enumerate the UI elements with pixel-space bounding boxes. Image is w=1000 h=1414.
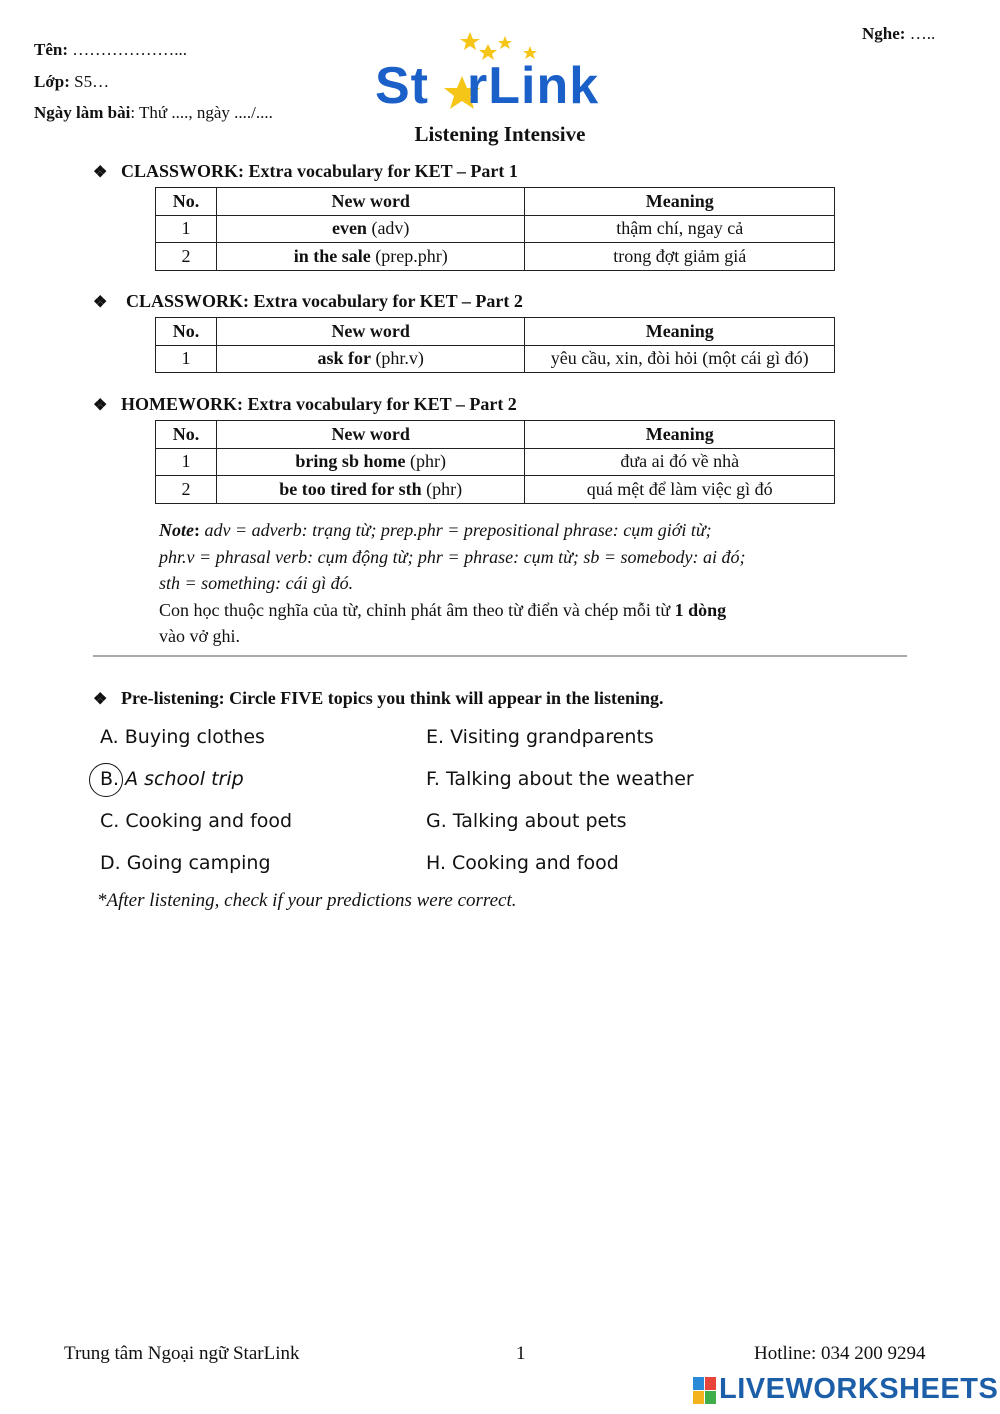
- cell-meaning: quá mệt để làm việc gì đó: [525, 476, 835, 504]
- cell-meaning: thậm chí, ngay cả: [525, 215, 835, 243]
- listening-score-value[interactable]: …..: [905, 24, 936, 43]
- diamond-bullet-icon: ❖: [93, 294, 108, 311]
- note-line: [159, 570, 839, 597]
- name-field: [34, 40, 187, 60]
- instruction-emphasis: 1 dòng: [674, 599, 727, 620]
- section-heading-homework: [93, 394, 517, 415]
- vocabulary-note: [159, 517, 839, 650]
- page-title: Listening Intensive: [414, 122, 586, 146]
- column-header-meaning: Meaning: [525, 421, 835, 449]
- date-label: Ngày làm bài: [34, 103, 131, 122]
- cell-meaning: yêu cầu, xin, đòi hỏi (một cái gì đó): [525, 345, 835, 373]
- word: be too tired for sth: [279, 478, 422, 499]
- option-text: Going camping: [120, 852, 271, 874]
- word: even: [331, 218, 367, 239]
- cell-no: 2: [156, 476, 217, 504]
- column-header-meaning: Meaning: [525, 188, 835, 216]
- note-text: sth = something: cái gì đó.: [159, 573, 354, 593]
- cell-meaning: đưa ai đó về nhà: [525, 448, 835, 476]
- option-letter: B.: [100, 768, 120, 790]
- table-header-row: [156, 421, 835, 449]
- cell-word: [216, 243, 525, 271]
- topic-option-c[interactable]: [100, 810, 292, 832]
- word-type: (phr.v): [370, 348, 424, 369]
- note-text: adv = adverb: trạng từ; prep.phr = prepositional phrase: cụm giới từ;: [200, 520, 712, 540]
- table-row: [156, 448, 835, 476]
- word-type: (phr): [421, 478, 463, 499]
- liveworksheets-logo-text: LIVEWORKSHEETS: [719, 1373, 999, 1405]
- section-title: CLASSWORK: Extra vocabulary for KET – Part 1: [121, 161, 518, 181]
- vocab-table-homework: [155, 420, 835, 504]
- cell-word: [216, 215, 525, 243]
- instruction-text: vào vở ghi.: [159, 626, 241, 646]
- topic-option-b[interactable]: [100, 768, 244, 790]
- column-header-new-word: New word: [216, 318, 525, 346]
- topic-option-h[interactable]: [426, 852, 619, 874]
- table-row: [156, 243, 835, 271]
- option-text: Cooking and food: [119, 810, 293, 832]
- cell-word: [216, 448, 525, 476]
- cell-word: [216, 476, 525, 504]
- listening-score-field: [862, 24, 935, 44]
- starlink-logo: [375, 32, 625, 114]
- cell-no: 1: [156, 448, 217, 476]
- column-header-no: No.: [156, 188, 217, 216]
- section-title: CLASSWORK: Extra vocabulary for KET – Part 2: [126, 291, 523, 311]
- option-letter: F.: [426, 768, 440, 790]
- table-header-row: [156, 188, 835, 216]
- word: in the sale: [293, 245, 371, 266]
- option-text: Visiting grandparents: [444, 726, 654, 748]
- topic-option-e[interactable]: [426, 726, 654, 748]
- option-text: A school trip: [119, 768, 244, 790]
- cell-word: [216, 345, 525, 373]
- after-listening-note: *After listening, check if your predictions were correct.: [97, 890, 517, 911]
- topic-option-a[interactable]: [100, 726, 265, 748]
- column-header-new-word: New word: [216, 188, 525, 216]
- option-text: Talking about the weather: [439, 768, 694, 790]
- class-field: [34, 72, 109, 92]
- cell-no: 2: [156, 243, 217, 271]
- diamond-bullet-icon: ❖: [93, 164, 108, 181]
- section-heading-classwork-2: [93, 291, 523, 312]
- note-colon: :: [194, 520, 200, 540]
- date-value[interactable]: : Thứ ...., ngày ..../....: [130, 103, 273, 122]
- cell-no: 1: [156, 345, 217, 373]
- footer-center-name: Trung tâm Ngoại ngữ StarLink: [64, 1343, 300, 1364]
- section-heading-prelistening: [93, 688, 664, 709]
- section-divider: [93, 655, 907, 657]
- option-text: Buying clothes: [118, 726, 265, 748]
- table-row: [156, 345, 835, 373]
- word: ask for: [317, 348, 371, 369]
- note-text: phr.v = phrasal verb: cụm động từ; phr = phrase: cụm từ; sb = somebody: ai đó;: [159, 546, 746, 567]
- word-type: (phr): [405, 451, 446, 472]
- footer-hotline: Hotline: 034 200 9294: [754, 1343, 926, 1364]
- note-label: Note: [159, 520, 194, 540]
- diamond-bullet-icon: ❖: [93, 691, 108, 708]
- listening-score-label: Nghe:: [862, 24, 906, 43]
- option-letter: C.: [100, 810, 120, 832]
- name-value[interactable]: ………………...: [68, 40, 187, 59]
- instruction-text: Con học thuộc nghĩa của từ, chỉnh phát âm theo từ điển và chép mỗi từ: [159, 599, 675, 620]
- topic-option-g[interactable]: [426, 810, 627, 832]
- option-letter: A.: [100, 726, 119, 748]
- column-header-meaning: Meaning: [525, 318, 835, 346]
- option-text: Talking about pets: [446, 810, 627, 832]
- topic-option-d[interactable]: [100, 852, 271, 874]
- cell-no: 1: [156, 215, 217, 243]
- option-letter: D.: [100, 852, 121, 874]
- diamond-bullet-icon: ❖: [93, 397, 108, 414]
- word-type: (prep.phr): [370, 245, 448, 266]
- column-header-no: No.: [156, 318, 217, 346]
- table-row: [156, 476, 835, 504]
- section-title: HOMEWORK: Extra vocabulary for KET – Part 2: [121, 394, 517, 414]
- option-letter: H.: [426, 852, 446, 874]
- name-label: Tên:: [34, 40, 68, 59]
- section-title: Pre-listening: Circle FIVE topics you think will appear in the listening.: [121, 688, 664, 708]
- instruction-line: [159, 623, 839, 650]
- vocab-table-classwork-1: [155, 187, 835, 271]
- table-row: [156, 215, 835, 243]
- section-heading-classwork-1: [93, 161, 518, 182]
- cell-meaning: trong đợt giảm giá: [525, 243, 835, 271]
- instruction-line: [159, 597, 839, 624]
- footer-page-number: 1: [516, 1343, 526, 1364]
- logo-text-end: rLink: [467, 57, 600, 115]
- topic-option-f[interactable]: [426, 768, 694, 790]
- column-header-no: No.: [156, 421, 217, 449]
- vocab-table-classwork-2: [155, 317, 835, 373]
- column-header-new-word: New word: [216, 421, 525, 449]
- option-text: Cooking and food: [446, 852, 619, 874]
- option-letter: G.: [426, 810, 447, 832]
- liveworksheets-logo-icon: [693, 1377, 717, 1405]
- logo-text-start: St: [375, 57, 429, 115]
- date-field: [34, 103, 273, 123]
- word: bring sb home: [295, 451, 406, 472]
- class-value: S5…: [69, 72, 110, 91]
- word-type: (adv): [366, 218, 410, 239]
- note-line: [159, 517, 839, 544]
- class-label: Lớp:: [34, 72, 70, 91]
- note-line: [159, 544, 839, 571]
- option-letter: E.: [426, 726, 445, 748]
- table-header-row: [156, 318, 835, 346]
